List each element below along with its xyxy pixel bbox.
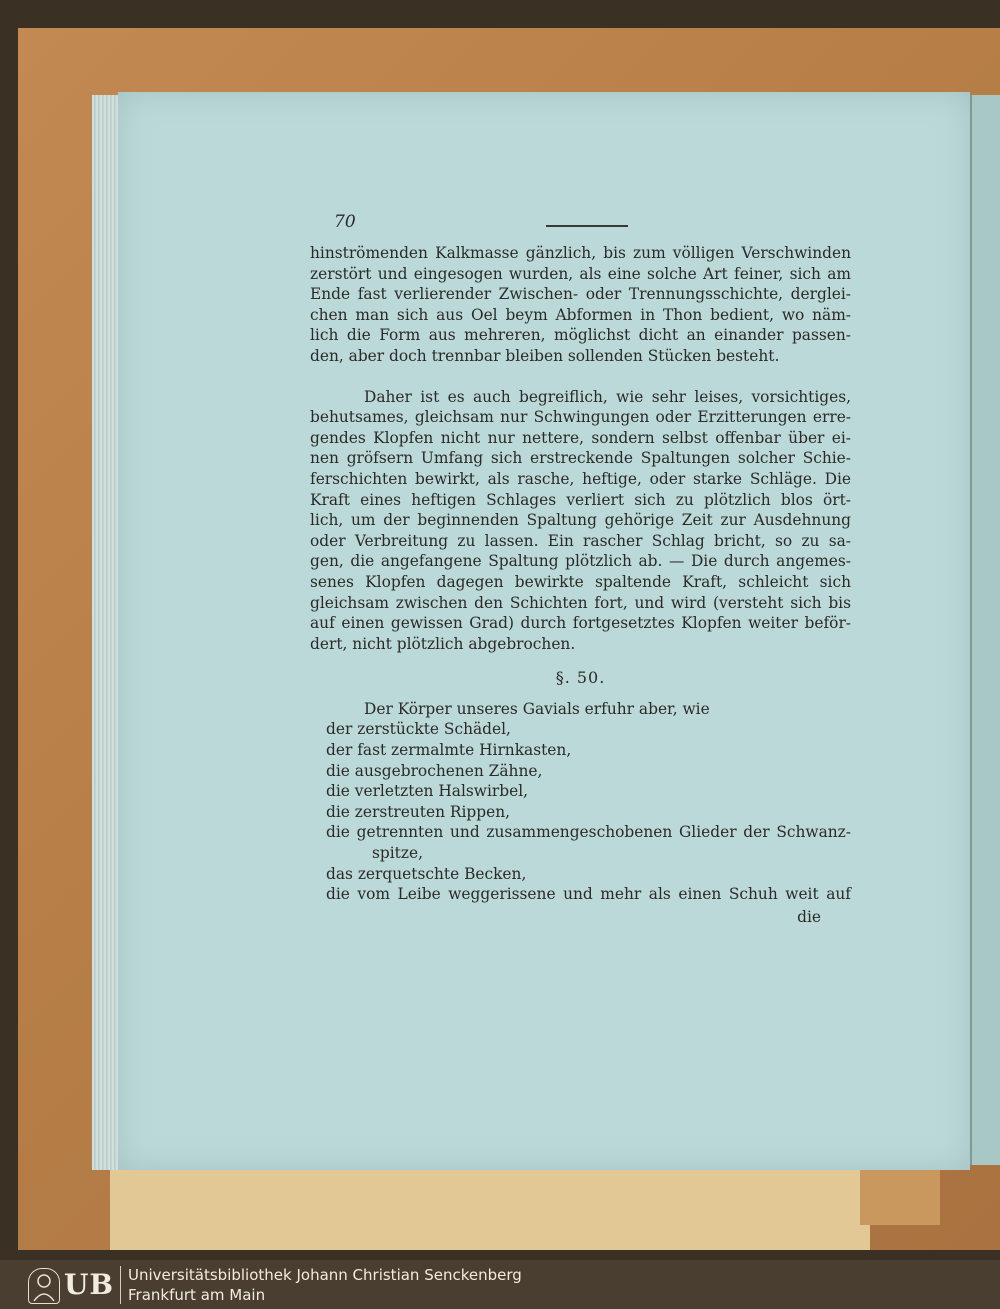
text-line: den, aber doch trennbar bleiben sollenden Stücken besteht.: [310, 346, 780, 365]
text-line: Kraft eines heftigen Schlages verliert sich zu plötzlich blos ört-: [310, 490, 851, 509]
paragraph-gap: [310, 367, 851, 387]
text-line: Daher ist es auch begreiflich, wie sehr leises, vorsichtiges,: [364, 387, 851, 406]
text-line: oder Verbreitung zu lassen. Ein rascher Schlag bricht, so zu sa-: [310, 531, 851, 550]
text-line: nen gröfsern Umfang sich erstreckende Spaltungen solcher Schie-: [310, 449, 851, 468]
page-header: [334, 212, 854, 236]
text-line: gendes Klopfen nicht nur nettere, sondern selbst offenbar über ei-: [310, 428, 851, 447]
facing-page-edge: [970, 95, 1000, 1165]
text-line: auf einen gewissen Grad) durch fortgesetztes Klopfen weiter beför-: [310, 614, 851, 633]
text-line: gleichsam zwischen den Schichten fort, und wird (versteht sich bis: [310, 593, 851, 612]
page-text: [310, 243, 851, 927]
text-line: senes Klopfen dagegen bewirkte spaltende Kraft, schleicht sich: [310, 572, 851, 591]
list-item: der fast zermalmte Hirnkasten,: [326, 741, 572, 760]
footer-divider: [120, 1266, 121, 1304]
header-rule: [546, 225, 628, 227]
list-item: die verletzten Halswirbel,: [326, 782, 529, 801]
paragraph-2: [310, 387, 851, 655]
text-line: Ende fast verlierender Zwischen- oder Trennungsschichte, derglei-: [310, 285, 851, 304]
cover-paper-patch: [110, 1168, 870, 1250]
text-line: zerstört und eingesogen wurden, als eine solche Art feiner, sich am: [310, 264, 851, 283]
text-line: lich, um der beginnenden Spaltung gehörige Zeit zur Ausdehnung: [310, 511, 851, 530]
section-heading: §. 50.: [555, 668, 606, 688]
footer-text: [128, 1265, 522, 1305]
list-item: das zerquetschte Becken,: [326, 864, 527, 883]
text-line: behutsames, gleichsam nur Schwingungen oder Erzitterungen erre-: [310, 408, 851, 427]
list-item: die getrennten und zusammengeschobenen Glieder der Schwanz-: [326, 823, 851, 842]
text-line: dert, nicht plötzlich abgebrochen.: [310, 634, 576, 653]
page-number: 70: [334, 212, 356, 232]
paragraph-1: [310, 243, 851, 367]
catchword: die: [797, 907, 821, 926]
portrait-silhouette-icon: [29, 1269, 59, 1303]
list-intro: Der Körper unseres Gavials erfuhr aber, wie: [364, 699, 710, 718]
text-line: gen, die angefangene Spaltung plötzlich ab. — Die durch angemes-: [310, 552, 851, 571]
portrait-icon: [28, 1268, 60, 1304]
text-line: ferschichten bewirkt, als rasche, heftige, oder starke Schläge. Die: [310, 469, 851, 488]
list-item: die ausgebrochenen Zähne,: [326, 761, 543, 780]
logo-text: UB: [64, 1268, 115, 1301]
list-item: der zerstückte Schädel,: [326, 720, 511, 739]
list-item: die vom Leibe weggerissene und mehr als einen Schuh weit auf: [326, 885, 851, 904]
library-city: Frankfurt am Main: [128, 1286, 266, 1304]
text-line: hinströmenden Kalkmasse gänzlich, bis zum völligen Verschwinden: [310, 244, 851, 262]
list-item-continuation: spitze,: [372, 844, 423, 863]
text-line: lich die Form aus mehreren, möglichst dicht an einander passen-: [310, 326, 851, 345]
list-block: [310, 699, 851, 905]
library-name: Universitätsbibliothek Johann Christian Senckenberg: [128, 1266, 522, 1284]
library-footer: [0, 1260, 1000, 1309]
library-logo[interactable]: [28, 1268, 116, 1302]
text-line: chen man sich aus Oel beym Abformen in Thon bedient, wo näm-: [310, 305, 851, 324]
list-item: die zerstreuten Rippen,: [326, 802, 511, 821]
